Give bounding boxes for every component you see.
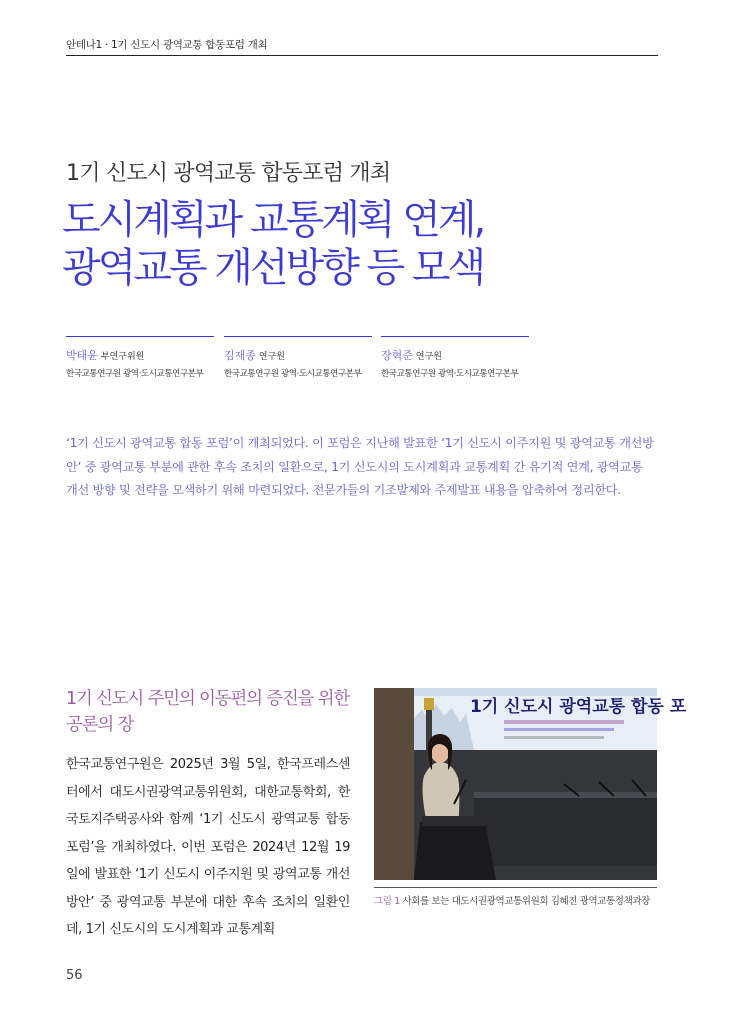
section-heading-line-1: 1기 신도시 주민의 이동편의 증진을 위한 [66,689,350,709]
author-name: 김재종 [224,349,256,362]
title-line-1: 도시계획과 교통계획 연계, [62,197,484,243]
article-subtitle: 1기 신도시 광역교통 합동포럼 개최 [66,161,391,186]
figure-caption [374,893,657,910]
header-divider [66,55,658,56]
caption-divider [374,887,657,888]
author-affiliation: 한국교통연구원 광역·도시교통연구본부 [224,369,362,379]
author-block-2 [224,336,372,379]
banner-text: 1기 신도시 광역교통 합동 포 [470,697,687,717]
author-affiliation: 한국교통연구원 광역·도시교통연구본부 [66,369,204,379]
author-block-1 [66,336,214,379]
author-block-3 [381,336,529,379]
author-role: 부연구위원 [100,352,145,362]
section-heading [66,686,356,738]
author-affiliation: 한국교통연구원 광역·도시교통연구본부 [381,369,519,379]
author-role: 연구원 [415,352,442,362]
article-abstract: ‘1기 신도시 광역교통 합동 포럼’이 개최되었다. 이 포럼은 지난해 발표한 ‘1기 신도시 이주지원 및 광역교통 개선방안’ 중 광역교통 부분에 관한 후속 조치의 일환으로, 1기 신도시의 도시계획과 교통계획 간 유기적 연계, 광역교통 개선 방향 및 전략을 모색하기 위해 마련되었다. 전문가들의 기조발제와 주제발표 내용을 압축하여 정리한다. [66,436,654,497]
forum-photo [374,688,687,880]
caption-label: 그림 1 [374,896,400,907]
author-role: 연구원 [258,352,285,362]
author-name: 박태윤 [66,349,98,362]
running-header: 안테나1 · 1기 신도시 광역교통 합동포럼 개최 [66,39,268,51]
caption-text: 사회를 보는 대도시권광역교통위원회 김혜진 광역교통정책과장 [399,896,650,907]
section-heading-line-2: 공론의 장 [66,715,134,735]
article-title [62,196,483,292]
title-line-2: 광역교통 개선방향 등 모색 [62,245,484,291]
page-number: 56 [66,968,83,983]
body-paragraph: 한국교통연구원은 2025년 3월 5일, 한국프레스센터에서 대도시권광역교통위원회, 대한교통학회, 한국토지주택공사와 함께 ‘1기 신도시 광역교통 합동 포럼’을 개최하였다. 이번 포럼은 2024년 12월 19일에 발표한 ‘1기 신도시 이주지원 및 광역교통 개선방안’ 중 광역교통 부분에 대한 후속 조치의 일환인데, 1기 신도시의 도시계획과 교통계획 [66,757,350,937]
author-name: 장혁준 [381,349,413,362]
